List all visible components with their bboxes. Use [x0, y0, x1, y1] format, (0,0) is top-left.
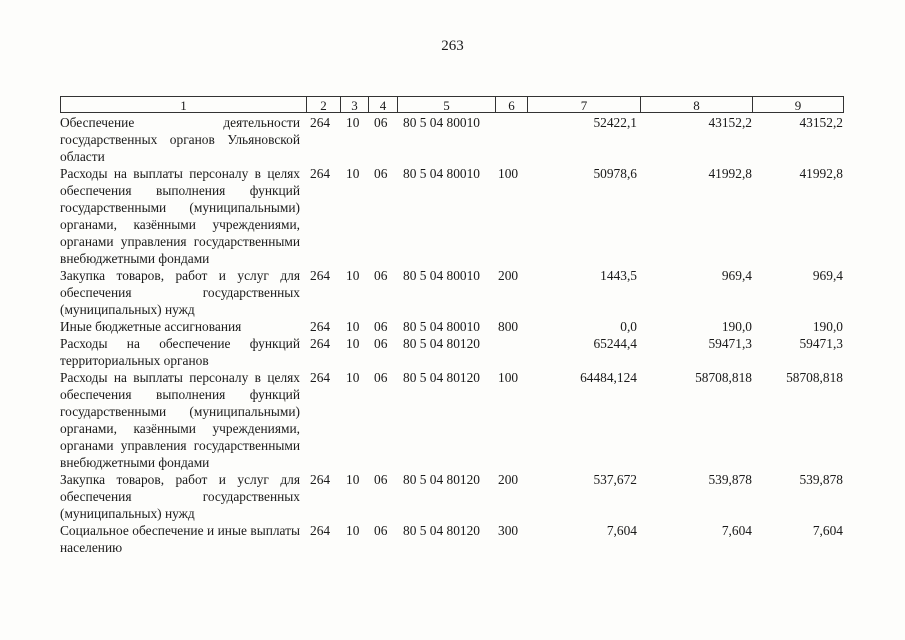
row-value-col7: 7,604	[606, 523, 637, 538]
row-rz-cell: 10	[346, 336, 360, 351]
row-value-col8: 41992,8	[708, 166, 752, 181]
table-header-row	[60, 96, 847, 114]
header-col-2: 2	[306, 96, 340, 113]
row-rz-cell: 10	[346, 523, 360, 538]
row-gr-cell: 264	[310, 166, 331, 181]
row-pr-cell: 06	[374, 472, 388, 487]
row-name-cell: Закупка товаров, работ и услуг для обеспечения государственных (муниципальных) нужд	[60, 268, 300, 317]
header-col-1: 1	[60, 96, 306, 113]
budget-table	[60, 96, 847, 556]
row-value-col7: 64484,124	[580, 370, 637, 385]
header-col-5: 5	[397, 96, 495, 113]
table-body	[60, 114, 847, 556]
row-name-cell: Закупка товаров, работ и услуг для обеспечения государственных (муниципальных) нужд	[60, 472, 300, 521]
row-pr-cell: 06	[374, 336, 388, 351]
table-row	[60, 318, 847, 335]
row-csr-cell: 80 5 04 80010	[403, 319, 480, 334]
header-col-4: 4	[368, 96, 397, 113]
row-rz-cell: 10	[346, 319, 360, 334]
row-gr-cell: 264	[310, 523, 331, 538]
row-value-col7: 537,672	[593, 472, 637, 487]
row-value-col7: 0,0	[620, 319, 637, 334]
row-csr-cell: 80 5 04 80010	[403, 115, 480, 130]
row-value-col7: 65244,4	[593, 336, 637, 351]
header-col-7: 7	[527, 96, 640, 113]
table-row	[60, 335, 847, 369]
row-rz-cell: 10	[346, 166, 360, 181]
row-pr-cell: 06	[374, 268, 388, 283]
row-pr-cell: 06	[374, 319, 388, 334]
row-rz-cell: 10	[346, 115, 360, 130]
row-value-col9: 7,604	[812, 523, 843, 538]
row-value-col9: 190,0	[812, 319, 843, 334]
row-vr-cell: 100	[498, 166, 519, 181]
row-value-col9: 59471,3	[799, 336, 843, 351]
row-value-col7: 1443,5	[600, 268, 637, 283]
row-pr-cell: 06	[374, 115, 388, 130]
row-pr-cell: 06	[374, 370, 388, 385]
row-name-cell: Расходы на обеспечение функций территориальных органов	[60, 336, 300, 368]
row-name-cell: Расходы на выплаты персоналу в целях обеспечения выполнения функций государственными (муниципальными) органами, казёнными учреждениями, органами управления государственными внебюджетными фондами	[60, 166, 300, 266]
row-rz-cell: 10	[346, 370, 360, 385]
table-row	[60, 165, 847, 267]
row-value-col8: 59471,3	[708, 336, 752, 351]
row-value-col9: 43152,2	[799, 115, 843, 130]
row-value-col7: 50978,6	[593, 166, 637, 181]
row-pr-cell: 06	[374, 523, 388, 538]
row-value-col8: 58708,818	[695, 370, 752, 385]
page-number: 263	[441, 38, 464, 54]
row-name-cell: Расходы на выплаты персоналу в целях обеспечения выполнения функций государственными (муниципальными) органами, казёнными учреждениями, органами управления государственными внебюджетными фондами	[60, 370, 300, 470]
row-name-cell: Иные бюджетные ассигнования	[60, 319, 242, 334]
row-value-col8: 7,604	[721, 523, 752, 538]
row-csr-cell: 80 5 04 80010	[403, 268, 480, 283]
table-row	[60, 369, 847, 471]
row-csr-cell: 80 5 04 80120	[403, 472, 480, 487]
row-value-col8: 969,4	[721, 268, 752, 283]
table-row	[60, 114, 847, 165]
row-value-col9: 969,4	[812, 268, 843, 283]
row-csr-cell: 80 5 04 80120	[403, 523, 480, 538]
table-row	[60, 267, 847, 318]
row-vr-cell: 200	[498, 268, 519, 283]
row-pr-cell: 06	[374, 166, 388, 181]
row-gr-cell: 264	[310, 370, 331, 385]
row-gr-cell: 264	[310, 115, 331, 130]
row-value-col9: 58708,818	[786, 370, 843, 385]
row-rz-cell: 10	[346, 472, 360, 487]
row-vr-cell: 800	[498, 319, 519, 334]
row-value-col8: 43152,2	[708, 115, 752, 130]
table-row	[60, 522, 847, 556]
row-gr-cell: 264	[310, 268, 331, 283]
row-value-col9: 41992,8	[799, 166, 843, 181]
row-rz-cell: 10	[346, 268, 360, 283]
row-gr-cell: 264	[310, 472, 331, 487]
row-value-col7: 52422,1	[593, 115, 637, 130]
row-gr-cell: 264	[310, 336, 331, 351]
header-col-8: 8	[640, 96, 752, 113]
row-value-col8: 539,878	[708, 472, 752, 487]
row-csr-cell: 80 5 04 80010	[403, 166, 480, 181]
row-vr-cell: 100	[498, 370, 519, 385]
row-vr-cell: 300	[498, 523, 519, 538]
row-csr-cell: 80 5 04 80120	[403, 370, 480, 385]
header-col-3: 3	[340, 96, 368, 113]
row-name-cell: Социальное обеспечение и иные выплаты населению	[60, 523, 300, 555]
row-vr-cell: 200	[498, 472, 519, 487]
row-gr-cell: 264	[310, 319, 331, 334]
row-name-cell: Обеспечение деятельности государственных органов Ульяновской области	[60, 115, 300, 164]
row-value-col9: 539,878	[799, 472, 843, 487]
row-value-col8: 190,0	[721, 319, 752, 334]
header-col-6: 6	[495, 96, 527, 113]
table-row	[60, 471, 847, 522]
row-csr-cell: 80 5 04 80120	[403, 336, 480, 351]
header-col-9: 9	[752, 96, 844, 113]
